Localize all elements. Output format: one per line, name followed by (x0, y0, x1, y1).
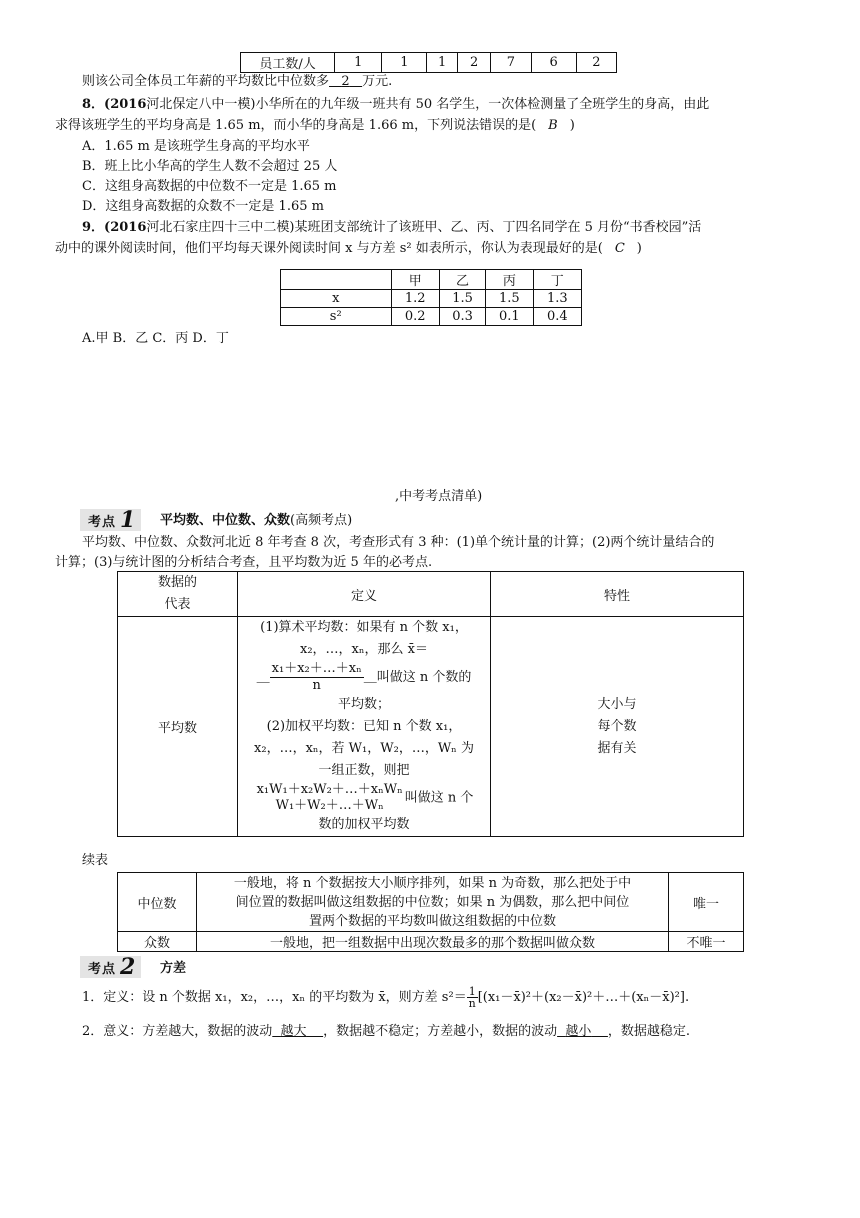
column-header: 甲 (391, 270, 439, 290)
answer-unit: 万元. (362, 74, 393, 89)
question-8-stem-2: 求得该班学生的平均身高是 1.65 m，而小华的身高是 1.66 m，下列说法错误的是( B ) (55, 118, 575, 133)
answer-line (82, 73, 392, 91)
option-a: A．1.65 m 是该班学生身高的平均水平 (82, 139, 310, 154)
value-cell: 1 (382, 53, 427, 73)
row-label: s² (281, 308, 392, 326)
section-title: ,中考考点清单) (395, 489, 483, 504)
option-d: D．这组身高数据的众数不一定是 1.65 m (82, 199, 324, 214)
answer-blank: 2 (341, 74, 350, 89)
kaodian-2-badge: 考点 2 (80, 956, 141, 978)
table-cell: 1.3 (533, 290, 581, 308)
question-source: 河北保定八中一模) (146, 97, 256, 112)
row-label: 平均数 (118, 617, 238, 837)
question-number: 9． (82, 220, 105, 235)
employee-count-table (240, 52, 617, 73)
answer-blank: 越大 (280, 1024, 307, 1039)
option-b: B．班上比小华高的学生人数不会超过 25 人 (82, 159, 338, 174)
value-cell: 1 (335, 53, 382, 73)
value-cell: 2 (457, 53, 490, 73)
row-label: 中位数 (118, 873, 197, 932)
answer-choice: C (614, 241, 625, 256)
table-row (281, 270, 582, 290)
kaodian-1-desc: 平均数、中位数、众数河北近 8 年考查 8 次，考查形式有 3 种：(1)单个统计量的计算；(2)两个统计量结合的 (82, 535, 715, 550)
question-8-stem: 8．(2016河北保定八中一模)小华所在的九年级一班共有 50 名学生，一次体检测量了全班学生的身高，由此 (82, 97, 710, 112)
continued-table-label: 续表 (82, 853, 109, 868)
variance-meaning: 2．意义：方差越大，数据的波动 越大 ，数据越不稳定；方差越小，数据的波动 越小 ，数据越稳定. (82, 1024, 691, 1039)
kaodian-1-badge: 考点 1 (80, 509, 141, 531)
table-cell: 0.4 (533, 308, 581, 326)
trait-cell: 唯一 (669, 873, 744, 932)
definition-cell: 一般地，把一组数据中出现次数最多的那个数据叫做众数 (197, 932, 669, 952)
kaodian-1-title: 平均数、中位数、众数(高频考点) (160, 513, 353, 528)
column-header: 乙 (439, 270, 485, 290)
variance-definition: 1．定义：设 n 个数据 x₁，x₂，…，xₙ 的平均数为 x̄，则方差 s²＝ $\frac{1}{n}$ [(x₁－x̄)²＋(x₂－x̄)²＋…＋(xₙ－x̄)²]. (82, 985, 690, 1010)
answer-choice: B (548, 118, 558, 133)
answer-text: 则该公司全体员工年薪的平均数比中位数多 (82, 74, 330, 89)
answer-blank: 越小 (565, 1024, 592, 1039)
definition-cell: (1)算术平均数：如果有 n 个数 x₁， x₂，…，xₙ，那么 x̄＝ ＿ $\frac{\text{x₁＋x₂＋…＋xₙ}}{n}$ ＿叫做这 n 个数的 平均数； (2)加权平均数：已知 n 个数 x₁， x₂，…，xₙ，若 W₁，W₂，…，Wₙ 为 一组正数，则把 x₁W₁＋x₂W₂＋…＋xₙWₙ W₁＋W₂＋…＋Wₙ 叫做这 n 个 数的加权平均数 (238, 617, 491, 837)
definition-cell: 一般地，将 n 个数据按大小顺序排列，如果 n 为奇数，那么把处于中 间位置的数据叫做这组数据的中位数；如果 n 为偶数，那么把中间位 置两个数据的平均数叫做这组数据的中位数 (197, 873, 669, 932)
trait-cell: 大小与 每个数 据有关 (491, 617, 744, 837)
table-row (118, 617, 744, 837)
question-source-year: (2016 (104, 220, 147, 235)
value-cell: 6 (531, 53, 576, 73)
column-header: 丁 (533, 270, 581, 290)
option-c: C．这组身高数据的中位数不一定是 1.65 m (82, 179, 337, 194)
question-9-options: A.甲 B．乙 C．丙 D．丁 (82, 331, 229, 346)
table-cell: 0.1 (486, 308, 533, 326)
table-row (241, 53, 617, 73)
row-label: x (281, 290, 392, 308)
statistics-definition-table (117, 571, 744, 837)
question-source-year: (2016 (104, 97, 147, 112)
table-row (118, 572, 744, 617)
reading-time-table (280, 269, 582, 326)
question-number: 8． (82, 97, 105, 112)
header-cell: 数据的 代表 (118, 572, 238, 617)
value-cell: 7 (491, 53, 531, 73)
row-label: 众数 (118, 932, 197, 952)
continued-table (117, 872, 744, 952)
table-row (118, 873, 744, 932)
value-cell: 2 (576, 53, 616, 73)
table-cell: 0.2 (391, 308, 439, 326)
table-cell: 0.3 (439, 308, 485, 326)
table-cell: 1.5 (439, 290, 485, 308)
table-row (118, 932, 744, 952)
question-source: 河北石家庄四十三中二模) (146, 220, 295, 235)
question-9-stem: 9．(2016河北石家庄四十三中二模)某班团支部统计了该班甲、乙、丙、丁四名同学在 5 月份“书香校园”活 (82, 220, 702, 235)
table-row (281, 290, 582, 308)
header-cell: 定义 (238, 572, 491, 617)
header-cell: 特性 (491, 572, 744, 617)
table-cell: 1.5 (486, 290, 533, 308)
kaodian-2-title: 方差 (160, 961, 187, 976)
kaodian-1-desc-2: 计算；(3)与统计图的分析结合考查，且平均数为近 5 年的必考点. (55, 555, 433, 570)
header-cell: 员工数/人 (241, 53, 335, 73)
value-cell: 1 (427, 53, 457, 73)
table-row (281, 308, 582, 326)
column-header: 丙 (486, 270, 533, 290)
question-9-stem-2: 动中的课外阅读时间，他们平均每天课外阅读时间 x 与方差 s² 如表所示，你认为表现最好的是( C ) (55, 241, 642, 256)
trait-cell: 不唯一 (669, 932, 744, 952)
table-cell: 1.2 (391, 290, 439, 308)
